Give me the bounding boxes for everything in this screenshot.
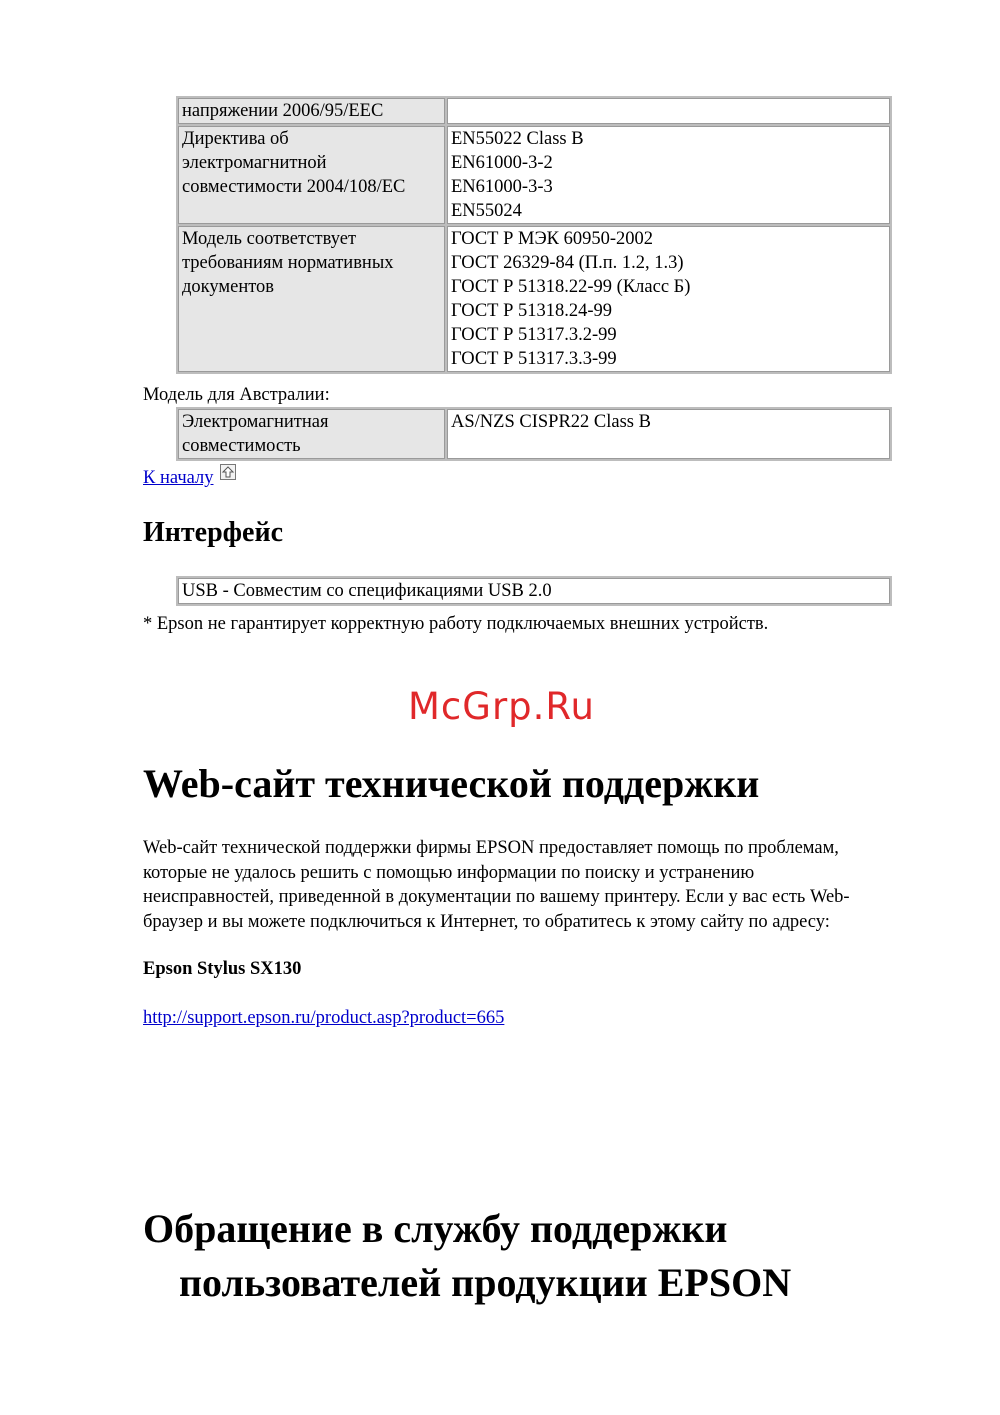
label-line: напряжении 2006/95/EEC [182,101,384,121]
value-line: ГОСТ Р 51317.3.2-99 [451,325,617,345]
row-value [447,126,890,224]
australia-table [176,407,892,461]
paragraph-line: которые не удалось решить с помощью информации по поиску и устранению [143,862,755,883]
table-row [178,126,890,224]
interface-table [176,576,892,606]
paragraph-line: неисправностей, приведенной в документации по вашему принтеру. Если у вас есть Web- [143,887,850,907]
support-url [143,1006,504,1030]
label-line: Директива об [182,129,289,149]
section-heading-interface: Интерфейс [143,517,284,548]
back-to-top-link[interactable]: К началу [143,468,214,488]
table-row [178,409,890,459]
value-line: AS/NZS CISPR22 Class B [451,412,651,432]
label-line: Модель соответствует [182,229,357,249]
support-paragraph [143,836,850,934]
value-line: USB - Совместим со спецификациями USB 2.0 [182,581,552,601]
watermark-logo: McGrp.Ru [408,685,595,728]
label-line: документов [182,277,275,297]
support-url-link[interactable]: http://support.epson.ru/product.asp?product=665 [143,1008,505,1028]
value-line [451,99,887,123]
value-line: ГОСТ 26329-84 (П.п. 1.2, 1.3) [451,253,684,273]
row-value [447,226,890,372]
interface-note: * Epson не гарантирует корректную работу подключаемых внешних устройств. [143,614,769,634]
paragraph-line: браузер и вы можете подключиться к Интернет, то обратитесь к этому сайту по адресу: [143,911,830,932]
row-label [178,226,445,372]
section-heading-contact-line2: пользователей продукции EPSON [179,1260,792,1305]
row-label [178,409,445,459]
row-value [447,409,890,459]
label-line: требованиям нормативных [182,253,394,273]
label-line: совместимость [182,436,301,456]
standards-table [176,96,892,374]
value-line: ГОСТ Р 51318.24-99 [451,301,613,321]
product-name: Epson Stylus SX130 [143,959,302,979]
label-line: Электромагнитная [182,412,329,432]
back-to-top [143,466,236,490]
section-heading-contact: Обращение в службу поддержки [143,1206,728,1251]
label-line: электромагнитной [182,153,327,173]
value-line: EN55022 Class B [451,129,584,149]
paragraph-line: Web-сайт технической поддержки фирмы EPSON предоставляет помощь по проблемам, [143,838,839,858]
value-line: ГОСТ Р 51317.3.3-99 [451,349,617,369]
table-row [178,98,890,124]
row-label [178,126,445,224]
value-line: ГОСТ Р МЭК 60950-2002 [451,229,654,249]
value-line: ГОСТ Р 51318.22-99 (Класс Б) [451,277,691,297]
arrow-up-icon[interactable] [220,464,236,480]
table-row [178,578,890,604]
row-label [178,98,445,124]
section-heading-support-site: Web-сайт технической поддержки [143,761,760,806]
value-line: EN61000-3-3 [451,177,553,197]
table-row [178,226,890,372]
australia-caption: Модель для Австралии: [143,385,330,405]
value-line: EN61000-3-2 [451,153,553,173]
label-line: совместимости 2004/108/EC [182,177,406,197]
row-value [447,98,890,124]
value-line: EN55024 [451,201,522,221]
interface-cell [178,578,890,604]
